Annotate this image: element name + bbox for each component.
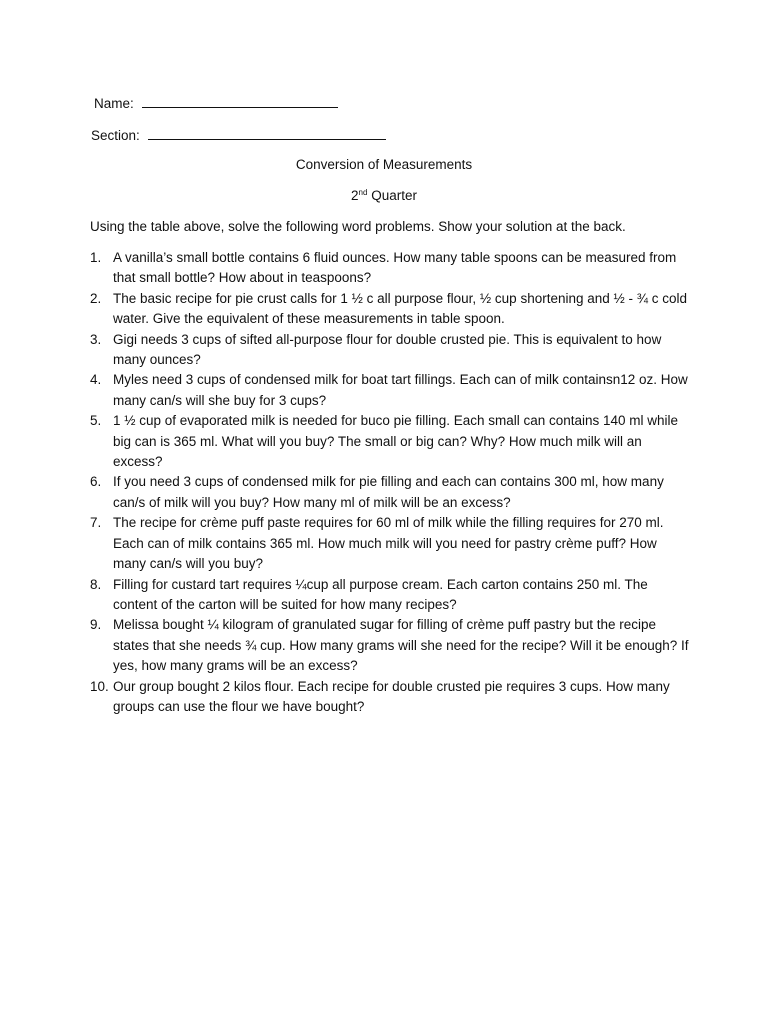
problem-text: 1 ½ cup of evaporated milk is needed for buco pie filling. Each small can contains 140 ml while big can is 365 ml. What will you buy? The small or big can? Why? How much milk will an excess?: [113, 413, 679, 470]
problem-item: [90, 575, 690, 616]
problem-number: 4.: [90, 372, 102, 388]
problem-number: 8.: [90, 576, 102, 592]
name-label: Name:: [94, 96, 134, 111]
problem-number: 9.: [90, 617, 102, 633]
problem-text: Our group bought 2 kilos flour. Each recipe for double crusted pie requires 3 cups. How many groups can use the flour we have bought?: [113, 678, 670, 714]
name-field: [94, 94, 338, 113]
problem-item: [90, 370, 690, 411]
problem-text: Gigi needs 3 cups of sifted all-purpose flour for double crusted pie. This is equivalent to how many ounces?: [113, 331, 662, 368]
problem-number: 2.: [90, 290, 102, 306]
problem-item: [90, 677, 690, 718]
problem-item: [90, 615, 690, 676]
quarter-number: 2: [351, 188, 359, 203]
problem-text: The recipe for crème puff paste requires for 60 ml of milk while the filling requires for 270 ml. Each can of milk contains 365 ml. How much milk will you need for pastry crème puff? How many can/s will you buy?: [113, 515, 664, 572]
section-label: Section:: [91, 128, 140, 143]
quarter-heading: [0, 187, 768, 205]
problem-number: 3.: [90, 331, 102, 347]
problem-item: [90, 289, 690, 330]
problem-number: 5.: [90, 413, 102, 429]
problem-text: Filling for custard tart requires ¼cup all purpose cream. Each carton contains 250 ml. The content of the carton will be suited for how many recipes?: [113, 576, 648, 612]
problem-list: [90, 248, 690, 717]
problem-text: A vanilla’s small bottle contains 6 fluid ounces. How many table spoons can be measured from that small bottle? How about in teaspoons?: [113, 250, 677, 286]
problem-item: [90, 330, 690, 371]
problem-text: If you need 3 cups of condensed milk for pie filling and each can contains 300 ml, how many can/s of milk will you buy? How many ml of milk will be an excess?: [113, 474, 664, 510]
problem-text: The basic recipe for pie crust calls for 1 ½ c all purpose flour, ½ cup shortening and ½ - ¾ c cold water. Give the equivalent of these measurements in table spoon.: [113, 290, 688, 327]
problem-item: [90, 248, 690, 289]
problem-text: Myles need 3 cups of condensed milk for boat tart fillings. Each can of milk containsn12 oz. How many can/s will she buy for 3 cups?: [113, 372, 688, 408]
problem-number: 10.: [90, 678, 109, 694]
problem-text: Melissa bought ¼ kilogram of granulated sugar for filling of crème puff pastry but the recipe states that she needs ¾ cup. How many grams will she need for the recipe? Will it be enough? If yes, how many grams will be an excess?: [113, 617, 689, 674]
instructions-text: Using the table above, solve the following word problems. Show your solution at the back.: [90, 219, 626, 234]
problem-number: 1.: [90, 250, 102, 265]
problem-item: [90, 513, 690, 574]
section-field: [91, 126, 386, 145]
problem-item: [90, 472, 690, 513]
quarter-suffix: nd: [358, 188, 368, 197]
problem-number: 7.: [90, 515, 102, 531]
problem-number: 6.: [90, 474, 102, 490]
section-blank-line[interactable]: [148, 126, 386, 140]
name-blank-line[interactable]: [142, 94, 338, 108]
worksheet-title: Conversion of Measurements: [295, 157, 473, 172]
quarter-label: Quarter: [371, 188, 417, 203]
problem-item: [90, 411, 690, 472]
